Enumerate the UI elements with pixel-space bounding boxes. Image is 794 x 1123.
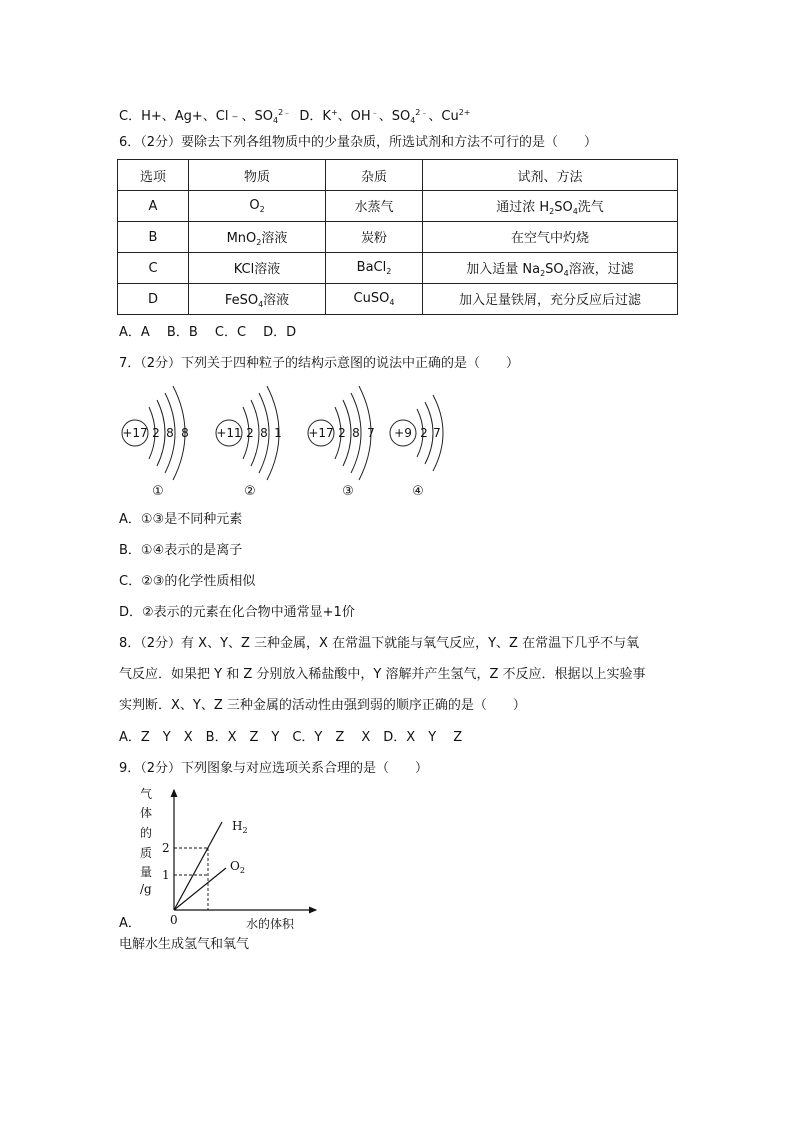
q8-stem-line1: 8．（2分）有 X、Y、Z 三种金属，X 在常温下就能与氧气反应，Y、Z 在常温下几乎不与氧 xyxy=(119,636,640,651)
y-axis-label: 质 xyxy=(140,846,153,860)
q6-stem: 6．（2分）要除去下列各组物质中的少量杂质，所选试剂和方法不可行的是（ ） xyxy=(119,135,598,150)
table-header-row xyxy=(118,160,678,191)
y-tick-1: 1 xyxy=(162,868,170,882)
shell-count: 8 xyxy=(352,426,360,440)
nucleus-charge-1: +17 xyxy=(122,426,148,440)
q8-options: A．Z Y X B．X Z Y C．Y Z X D．X Y Z xyxy=(119,730,463,745)
shell-count: 7 xyxy=(433,426,441,440)
shell-count: 2 xyxy=(152,426,160,440)
origin-label: 0 xyxy=(170,913,178,927)
header-impurity: 杂质 xyxy=(326,160,423,191)
q5-options-cd: C．H+、Ag+、Cl﹣、$SO_4^{2﹣}$ D．K+、OH﹣、$SO_4^{2﹣}$、$Cu^{2+}$ xyxy=(119,108,471,125)
q6-answer-options: A．A B．B C．C D．D xyxy=(119,325,297,340)
header-substance: 物质 xyxy=(189,160,326,191)
q9-option-a-caption: 电解水生成氢气和氧气 xyxy=(119,937,250,952)
q7-option-b: B．①④表示的是离子 xyxy=(119,543,243,558)
shell-count: 8 xyxy=(181,426,189,440)
particle-label-3: ③ xyxy=(342,484,354,499)
particle-label-4: ④ xyxy=(412,484,424,499)
q9-option-a-label: A． xyxy=(119,916,141,931)
nucleus-charge-2: +11 xyxy=(216,426,242,440)
table-row: A $O_2$ 水蒸气 通过浓 $H_2SO_4$洗气 xyxy=(118,191,678,222)
header-option: 选项 xyxy=(118,160,189,191)
o2-line xyxy=(174,868,226,910)
shell-count: 7 xyxy=(367,426,375,440)
shell-count: 8 xyxy=(260,426,268,440)
q6-table xyxy=(117,159,678,315)
y-axis-label: /g xyxy=(140,882,152,896)
table-row: B MnO$_2$溶液 炭粉 在空气中灼烧 xyxy=(118,222,678,253)
atomic-structure-diagrams xyxy=(115,385,455,505)
x-axis-label: 水的体积 xyxy=(246,917,295,931)
q7-option-a: A．①③是不同种元素 xyxy=(119,512,243,527)
table-row: D FeSO$_4$溶液 CuSO$_4$ 加入足量铁屑，充分反应后过滤 xyxy=(118,284,678,315)
q9-graph-a xyxy=(130,786,330,931)
y-tick-2: 2 xyxy=(162,841,170,855)
q7-option-c: C．②③的化学性质相似 xyxy=(119,574,256,589)
q7-option-d: D．②表示的元素在化合物中通常显+1价 xyxy=(119,605,355,620)
shell-count: 2 xyxy=(420,426,428,440)
y-axis-label: 体 xyxy=(140,806,153,820)
particle-label-1: ① xyxy=(152,484,164,499)
q7-stem: 7．（2分）下列关于四种粒子的结构示意图的说法中正确的是（ ） xyxy=(119,356,520,371)
q8-stem-line2: 气反应．如果把 Y 和 Z 分别放入稀盐酸中，Y 溶解并产生氢气，Z 不反应．根据以上实验事 xyxy=(119,667,646,682)
q9-stem: 9．（2分）下列图象与对应选项关系合理的是（ ） xyxy=(119,761,429,776)
y-axis-label: 量 xyxy=(140,865,153,879)
header-method: 试剂、方法 xyxy=(423,160,678,191)
shell-count: 8 xyxy=(166,426,174,440)
h2-line xyxy=(174,822,222,910)
y-axis-label: 气 xyxy=(140,787,153,801)
y-axis-label: 的 xyxy=(140,826,153,840)
nucleus-charge-4: +9 xyxy=(394,426,412,440)
series-label-h2: $H_2$ xyxy=(232,819,248,835)
particle-label-2: ② xyxy=(244,484,256,499)
series-label-o2: $O_2$ xyxy=(230,859,245,875)
nucleus-charge-3: +17 xyxy=(308,426,334,440)
shell-count: 2 xyxy=(338,426,346,440)
shell-count: 2 xyxy=(246,426,254,440)
q8-stem-line3: 实判断．X、Y、Z 三种金属的活动性由强到弱的顺序正确的是（ ） xyxy=(119,698,526,713)
table-row: C KCl溶液 BaCl$_2$ 加入适量 $Na_2SO_4$溶液，过滤 xyxy=(118,253,678,284)
shell-count: 1 xyxy=(274,426,282,440)
